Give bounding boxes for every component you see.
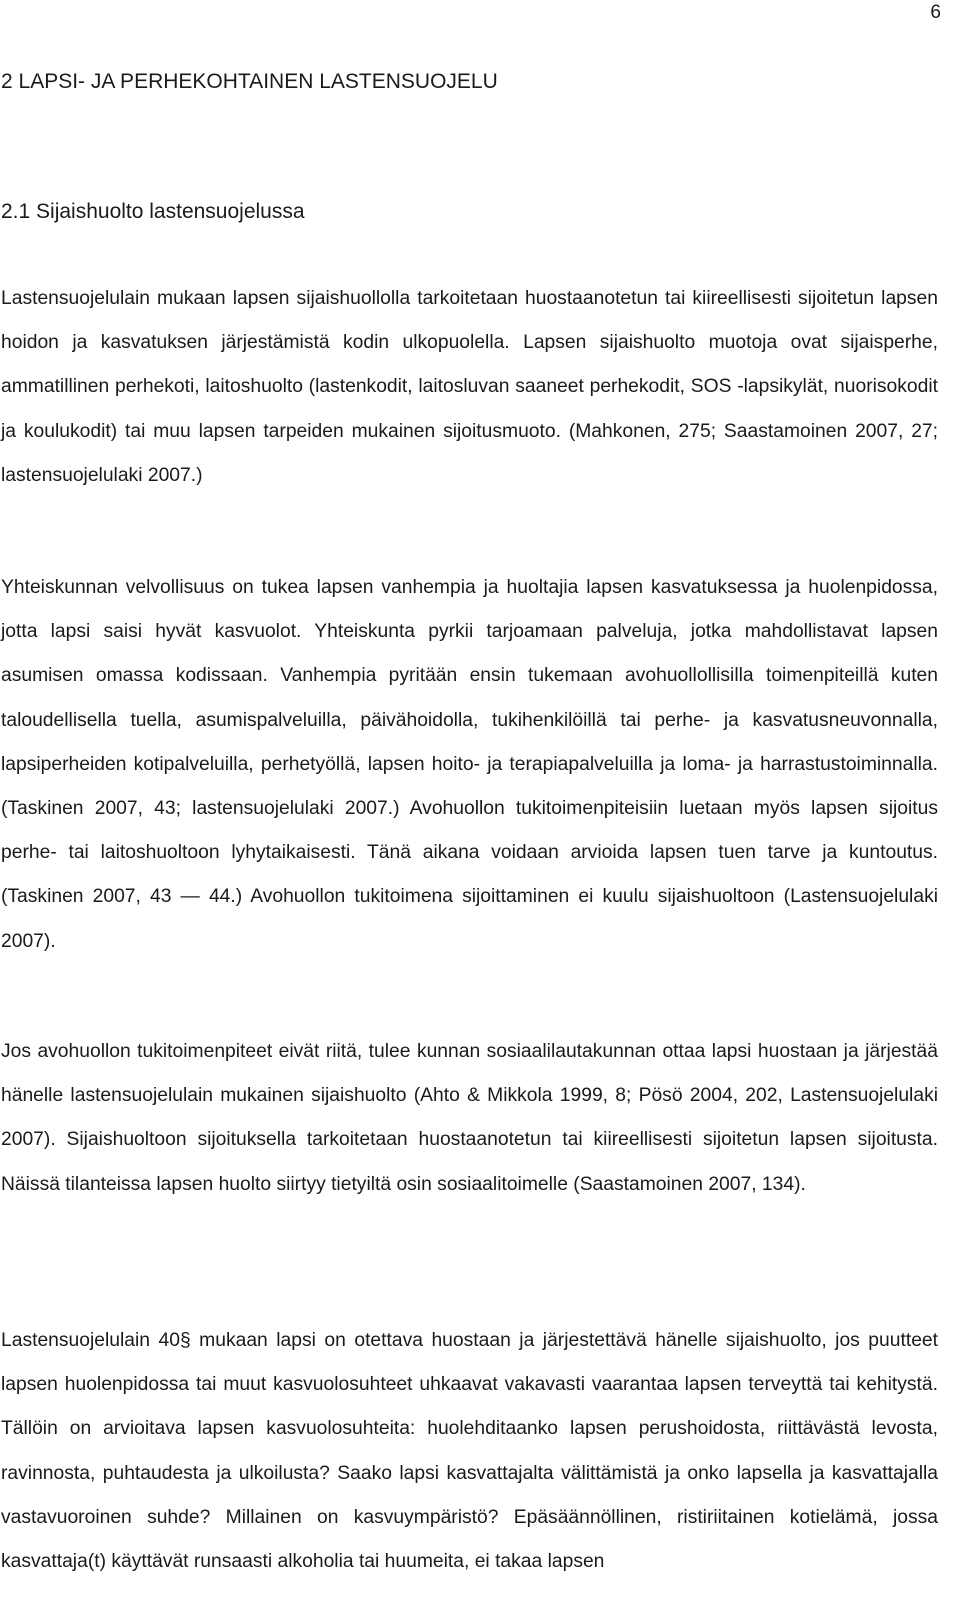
paragraph: Lastensuojelulain 40§ mukaan lapsi on otettava huostaan ja järjestettävä hänelle sijaishuolto, jos puutteet lapsen huolenpidossa tai muut kasvuolosuhteet uhkaavat vakavasti vaarantaa lapsen terveyttä tai kehitystä. Tällöin on arvioitava lapsen kasvuolosuhteita: huolehditaanko lapsen perushoidosta, riittävästä levosta, ravinnosta, puhtaudesta ja ulkoilusta? Saako lapsi kasvattajalta välittämistä ja onko lapsella ja kasvattajalla vastavuoroinen suhde? Millainen on kasvuympäristö? Epäsäännöllinen, ristiriitainen kotielämä, jossa kasvattaja(t) käyttävät runsaasti alkoholia tai huumeita, ei takaa lapsen (1, 1330, 938, 1573)
section-heading: 2.1 Sijaishuolto lastensuojelussa (1, 200, 305, 223)
chapter-heading: 2 LAPSI- JA PERHEKOHTAINEN LASTENSUOJELU (1, 70, 498, 93)
paragraph: Yhteiskunnan velvollisuus on tukea lapsen vanhempia ja huoltajia lapsen kasvatuksessa ja huolenpidossa, jotta lapsi saisi hyvät kasvuolot. Yhteiskunta pyrkii tarjoamaan palveluja, jotka mahdollistavat lapsen asumisen omassa kodissaan. Vanhempia pyritään ensin tukemaan avohuollollisilla toimenpiteillä kuten taloudellisella tuella, asumispalveluilla, päivähoidolla, tukihenkilöillä tai perhe- ja kasvatusneuvonnalla, lapsiperheiden kotipalveluilla, perhetyöllä, lapsen hoito- ja terapiapalveluilla ja loma- ja harrastustoiminnalla. (Taskinen 2007, 43; lastensuojelulaki 2007.) Avohuollon tukitoimenpiteisiin luetaan myös lapsen sijoitus perhe- tai laitoshuoltoon lyhytaikaisesti. Tänä aikana voidaan arvioida lapsen tuen tarve ja kuntoutus. (Taskinen 2007, 43 — 44.) Avohuollon tukitoimena sijoittaminen ei kuulu sijaishuoltoon (Lastensuojelulaki 2007). (1, 577, 938, 952)
paragraph: Lastensuojelulain mukaan lapsen sijaishuollolla tarkoitetaan huostaanotetun tai kiireellisesti sijoitetun lapsen hoidon ja kasvatuksen järjestämistä kodin ulkopuolella. Lapsen sijaishuolto muotoja ovat sijaisperhe, ammatillinen perhekoti, laitoshuolto (lastenkodit, laitosluvan saaneet perhekodit, SOS -lapsikylät, nuorisokodit ja koulukodit) tai muu lapsen tarpeiden mukainen sijoitusmuoto. (Mahkonen, 275; Saastamoinen 2007, 27; lastensuojelulaki 2007.) (1, 288, 938, 486)
paragraph: Jos avohuollon tukitoimenpiteet eivät riitä, tulee kunnan sosiaalilautakunnan ottaa lapsi huostaan ja järjestää hänelle lastensuojelulain mukainen sijaishuolto (Ahto & Mikkola 1999, 8; Pösö 2004, 202, Lastensuojelulaki 2007). Sijaishuoltoon sijoituksella tarkoitetaan huostaanotetun tai kiireellisesti sijoitetun lapsen sijoitusta. Näissä tilanteissa lapsen huolto siirtyy tietyiltä osin sosiaalitoimelle (Saastamoinen 2007, 134). (1, 1041, 938, 1195)
page-number: 6 (930, 2, 941, 23)
